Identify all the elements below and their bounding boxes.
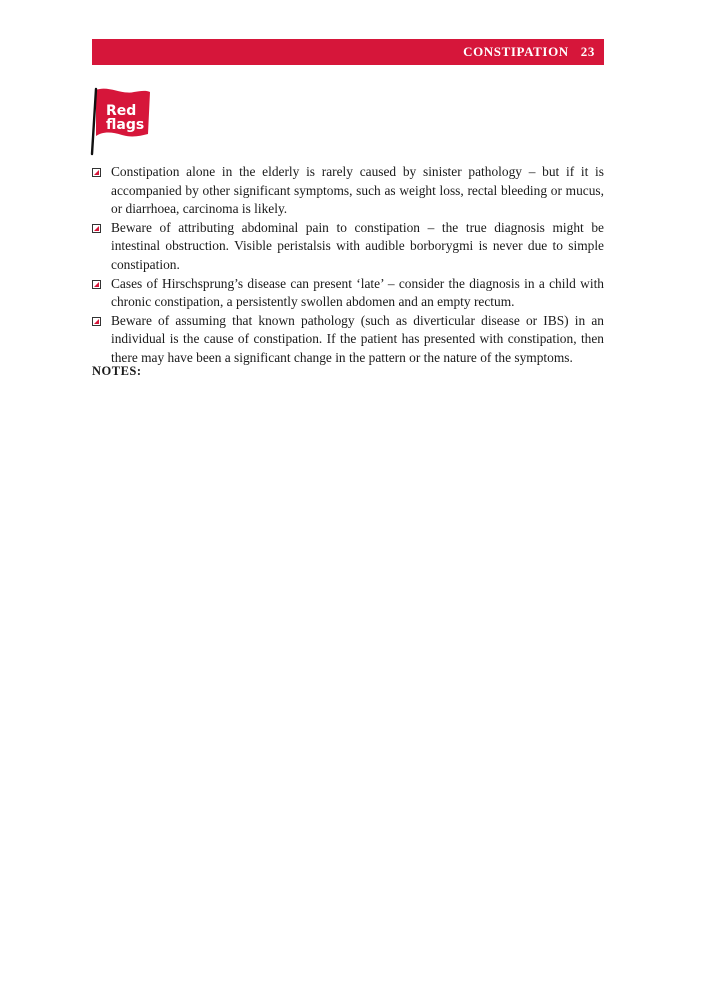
red-flag-text: Beware of attributing abdominal pain to constipation – the true diagnosis might be intestinal obstruction. Visible peristalsis with audible borborygmi is never due to simple constipation. [111, 219, 604, 272]
red-flag-bullet-icon [92, 224, 101, 233]
list-item [92, 163, 604, 219]
list-item [92, 275, 604, 312]
red-flag-text: Beware of assuming that known pathology (such as diverticular disease or IBS) in an individual is the cause of constipation. If the patient has presented with constipation, then there may have been a significant change in the pattern or the nature of the symptoms. [111, 312, 604, 365]
running-header-title: CONSTIPATION [463, 44, 569, 59]
red-flag-bullet-icon [92, 280, 101, 289]
red-flag-label [106, 104, 148, 132]
red-flag-label-line2: flags [106, 117, 145, 133]
list-item [92, 219, 604, 275]
red-flag-bullet-icon [92, 317, 101, 326]
page-number: 23 [580, 44, 595, 59]
red-flag-text: Constipation alone in the elderly is rarely caused by sinister pathology – but if it is accompanied by other significant symptoms, such as weight loss, rectal bleeding or mucus, or diarrhoea, carcinoma is likely. [111, 164, 604, 217]
notes-label: NOTES: [92, 364, 142, 378]
red-flag-label-line1: Red [106, 103, 137, 119]
red-flag-text: Cases of Hirschsprung’s disease can present ‘late’ – consider the diagnosis in a child with chronic constipation, a persistently swollen abdomen and an empty rectum. [111, 275, 604, 310]
red-flags-list [92, 163, 604, 368]
red-flag-bullet-icon [92, 168, 101, 177]
list-item [92, 312, 604, 368]
running-header [92, 39, 604, 65]
